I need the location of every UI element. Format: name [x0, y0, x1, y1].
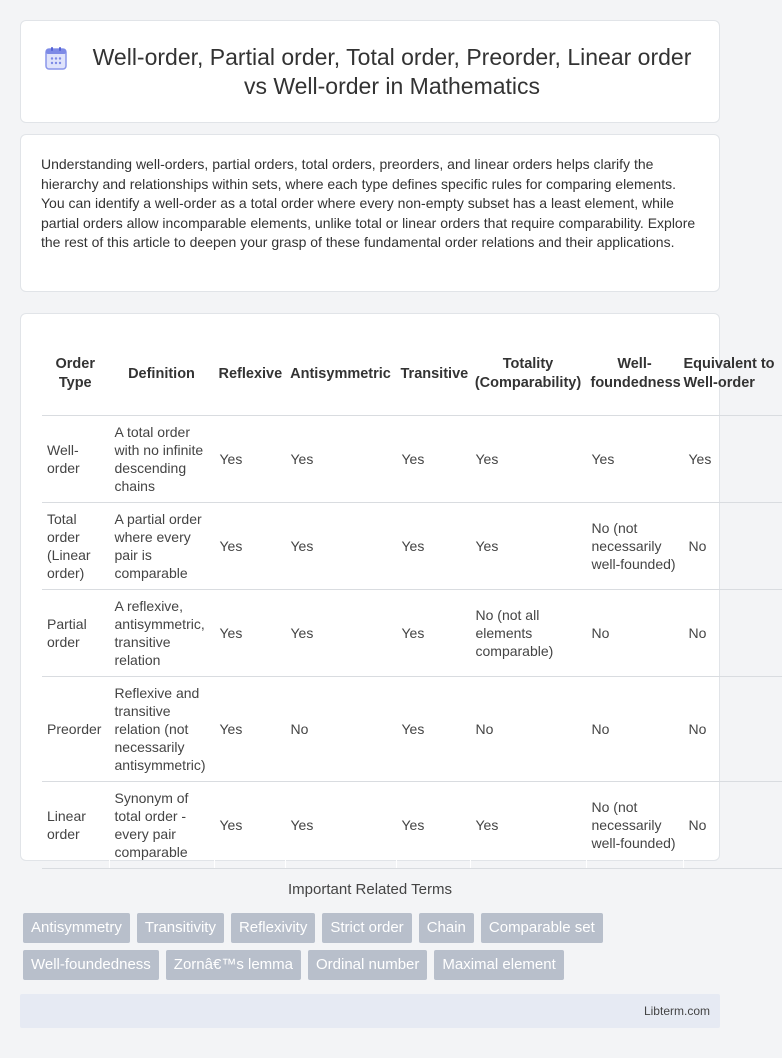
column-header: Well-foundedness — [586, 334, 683, 415]
table-cell: No — [683, 781, 782, 868]
table-row — [42, 502, 782, 589]
column-header: Transitive — [396, 334, 470, 415]
table-cell: No — [586, 676, 683, 781]
table-cell: Yes — [214, 502, 285, 589]
table-cell: No (not necessarily well-founded) — [586, 502, 683, 589]
table-cell: Well-order — [42, 415, 109, 502]
table-row — [42, 781, 782, 868]
column-header: Antisymmetric — [285, 334, 396, 415]
table-cell: No — [683, 502, 782, 589]
related-term-tag[interactable]: Comparable set — [481, 913, 603, 943]
table-cell: Yes — [396, 502, 470, 589]
table-cell: A total order with no infinite descending chains — [109, 415, 214, 502]
table-cell: No — [470, 676, 586, 781]
table-cell: Yes — [396, 415, 470, 502]
table-cell: Yes — [285, 589, 396, 676]
calendar-icon — [45, 46, 67, 70]
table-row — [42, 415, 782, 502]
table-cell: Synonym of total order - every pair comparable — [109, 781, 214, 868]
table-header-row — [42, 334, 782, 415]
footer — [20, 994, 720, 1028]
table-cell: Yes — [285, 415, 396, 502]
page-title: Well-order, Partial order, Total order, Preorder, Linear order vs Well-order in Mathematics — [92, 43, 692, 99]
table-cell: A reflexive, antisymmetric, transitive relation — [109, 589, 214, 676]
table-cell: Yes — [586, 415, 683, 502]
related-terms-heading: Important Related Terms — [288, 881, 452, 898]
related-term-tag[interactable]: Well-foundedness — [23, 950, 159, 980]
table-cell: No — [586, 589, 683, 676]
table-cell: Yes — [285, 781, 396, 868]
table-cell: Yes — [396, 676, 470, 781]
table-cell: No — [683, 589, 782, 676]
table-cell: Yes — [470, 415, 586, 502]
table-cell: Yes — [683, 415, 782, 502]
table-cell: Linear order — [42, 781, 109, 868]
table-cell: Yes — [470, 502, 586, 589]
table-cell: Preorder — [42, 676, 109, 781]
column-header: Equivalent to Well-order — [683, 334, 782, 415]
table-cell: Yes — [396, 781, 470, 868]
table-cell: No — [683, 676, 782, 781]
intro-paragraph: Understanding well-orders, partial orders, total orders, preorders, and linear orders helps clarify the hierarchy and relationships within sets, where each type defines specific rules for comparing elements. You can identify a well-order as a total order where every non-empty subset has a least element, while partial orders allow incomparable elements, unlike total or linear orders that require comparability. Explore the rest of this article to deepen your grasp of these fundamental order relations and their applications. — [41, 156, 696, 250]
column-header: Reflexive — [214, 334, 285, 415]
table-cell: No (not all elements comparable) — [470, 589, 586, 676]
related-term-tag[interactable]: Zornâ€™s lemma — [166, 950, 301, 980]
related-terms-list — [23, 913, 723, 980]
table-cell: Partial order — [42, 589, 109, 676]
table-cell: Yes — [396, 589, 470, 676]
related-term-tag[interactable]: Transitivity — [137, 913, 224, 943]
title-card — [20, 20, 720, 123]
table-row — [42, 676, 782, 781]
table-cell: A partial order where every pair is comparable — [109, 502, 214, 589]
comparison-table — [42, 334, 782, 869]
related-term-tag[interactable]: Chain — [419, 913, 474, 943]
column-header: Order Type — [42, 334, 109, 415]
comparison-table-card — [20, 313, 775, 861]
column-header: Definition — [109, 334, 214, 415]
table-cell: No (not necessarily well-founded) — [586, 781, 683, 868]
table-cell: Yes — [470, 781, 586, 868]
related-term-tag[interactable]: Reflexivity — [231, 913, 315, 943]
related-term-tag[interactable]: Antisymmetry — [23, 913, 130, 943]
table-row — [42, 589, 782, 676]
related-term-tag[interactable]: Maximal element — [434, 950, 563, 980]
table-cell: Yes — [214, 589, 285, 676]
intro-card — [20, 134, 720, 292]
table-cell: Yes — [214, 415, 285, 502]
column-header: Totality (Comparability) — [470, 334, 586, 415]
table-cell: Yes — [214, 676, 285, 781]
related-term-tag[interactable]: Strict order — [322, 913, 411, 943]
table-cell: Yes — [285, 502, 396, 589]
table-cell: No — [285, 676, 396, 781]
related-term-tag[interactable]: Ordinal number — [308, 950, 427, 980]
table-cell: Yes — [214, 781, 285, 868]
table-cell: Reflexive and transitive relation (not necessarily antisymmetric) — [109, 676, 214, 781]
table-cell: Total order (Linear order) — [42, 502, 109, 589]
footer-site-link[interactable]: Libterm.com — [643, 1004, 710, 1018]
